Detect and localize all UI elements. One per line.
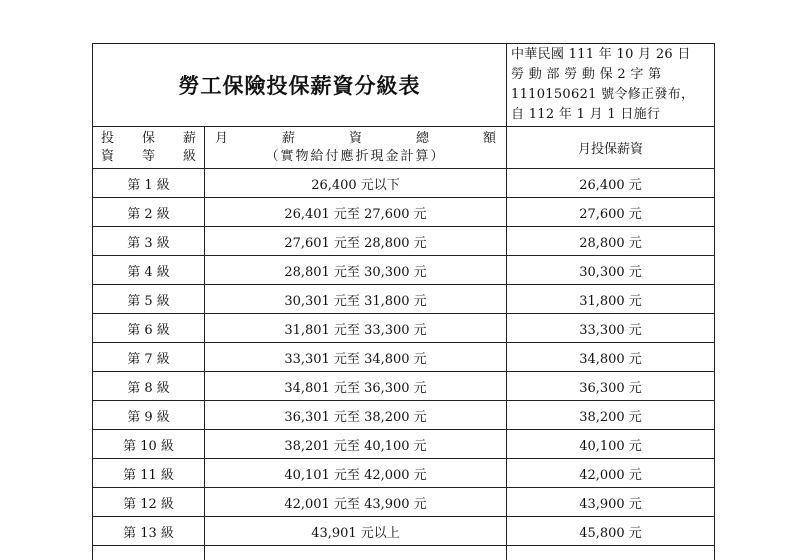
salary-range-cell: 38,201 元至 40,100 元: [205, 430, 507, 459]
header-char: 總: [415, 130, 429, 146]
grade-cell: 第 13 級: [93, 517, 205, 546]
insured-salary-cell: 42,000 元: [507, 459, 715, 488]
header-char: 薪: [281, 130, 295, 146]
grade-cell: 第 5 級: [93, 285, 205, 314]
salary-range-cell: 27,601 元至 28,800 元: [205, 227, 507, 256]
header-grade: [93, 127, 205, 169]
notice-line: 勞 動 部 勞 動 保 2 字 第: [511, 67, 662, 82]
header-monthly-insured: 月投保薪資: [507, 127, 715, 169]
grade-cell: 第 11 級: [93, 459, 205, 488]
insured-salary-cell: 33,300 元: [507, 314, 715, 343]
grade-cell: 第 4 級: [93, 256, 205, 285]
grade-cell: 第 2 級: [93, 198, 205, 227]
table-row: [93, 256, 715, 285]
empty-cell: [205, 546, 507, 560]
header-monthly-total: [205, 127, 507, 169]
empty-cell: [507, 546, 715, 560]
salary-range-cell: 43,901 元以上: [205, 517, 507, 546]
grade-cell: 第 10 級: [93, 430, 205, 459]
salary-range-cell: 33,301 元至 34,800 元: [205, 343, 507, 372]
salary-range-cell: 36,301 元至 38,200 元: [205, 401, 507, 430]
insured-salary-grade-table: [92, 43, 715, 560]
grade-cell: 第 1 級: [93, 169, 205, 198]
table-row: [93, 459, 715, 488]
header-char: 月: [215, 130, 229, 146]
salary-range-cell: 42,001 元至 43,900 元: [205, 488, 507, 517]
insured-salary-cell: 30,300 元: [507, 256, 715, 285]
table-title-cell: [93, 44, 507, 127]
insured-salary-cell: 31,800 元: [507, 285, 715, 314]
salary-range-cell: 26,401 元至 27,600 元: [205, 198, 507, 227]
insured-salary-cell: 36,300 元: [507, 372, 715, 401]
empty-cell: [93, 546, 205, 560]
notice-cell: [507, 44, 715, 127]
header-char: 投: [101, 130, 115, 146]
notice-line: 中華民國 111 年 10 月 26 日: [511, 47, 691, 62]
salary-range-cell: 31,801 元至 33,300 元: [205, 314, 507, 343]
salary-range-cell: 28,801 元至 30,300 元: [205, 256, 507, 285]
salary-range-cell: 30,301 元至 31,800 元: [205, 285, 507, 314]
header-char: 等: [141, 148, 155, 164]
table-row: [93, 488, 715, 517]
table-row: [93, 198, 715, 227]
notice-line: 自 112 年 1 月 1 日施行: [511, 107, 661, 122]
salary-range-cell: 26,400 元以下: [205, 169, 507, 198]
grade-cell: 第 8 級: [93, 372, 205, 401]
grade-cell: 第 3 級: [93, 227, 205, 256]
notice-line: 1110150621 號令修正發布，: [511, 87, 695, 102]
table-row: [93, 314, 715, 343]
header-char: 保: [141, 130, 155, 146]
salary-range-cell: 34,801 元至 36,300 元: [205, 372, 507, 401]
table-row: [93, 372, 715, 401]
insured-salary-cell: 28,800 元: [507, 227, 715, 256]
table-row: [93, 285, 715, 314]
header-char: 級: [182, 148, 196, 164]
table-row-cutoff: [93, 546, 715, 560]
column-header-row: [93, 127, 715, 169]
grade-cell: 第 9 級: [93, 401, 205, 430]
insured-salary-cell: 27,600 元: [507, 198, 715, 227]
insured-salary-cell: 45,800 元: [507, 517, 715, 546]
header-char: 資: [101, 148, 115, 164]
table-row: [93, 517, 715, 546]
salary-range-cell: 40,101 元至 42,000 元: [205, 459, 507, 488]
grade-cell: 第 12 級: [93, 488, 205, 517]
insured-salary-cell: 40,100 元: [507, 430, 715, 459]
header-char: 資: [348, 130, 362, 146]
table-row: [93, 401, 715, 430]
table-row: [93, 227, 715, 256]
table-title: 勞工保險投保薪資分級表: [178, 73, 421, 98]
insured-salary-cell: 38,200 元: [507, 401, 715, 430]
table-row: [93, 343, 715, 372]
grade-cell: 第 6 級: [93, 314, 205, 343]
insured-salary-cell: 26,400 元: [507, 169, 715, 198]
table-row: [93, 169, 715, 198]
grade-cell: 第 7 級: [93, 343, 205, 372]
header-char: 額: [482, 130, 496, 146]
header-note: （實物給付應折現金計算）: [265, 148, 446, 164]
title-row: [93, 44, 715, 127]
insured-salary-cell: 43,900 元: [507, 488, 715, 517]
insured-salary-cell: 34,800 元: [507, 343, 715, 372]
header-char: 薪: [182, 130, 196, 146]
table-row: [93, 430, 715, 459]
